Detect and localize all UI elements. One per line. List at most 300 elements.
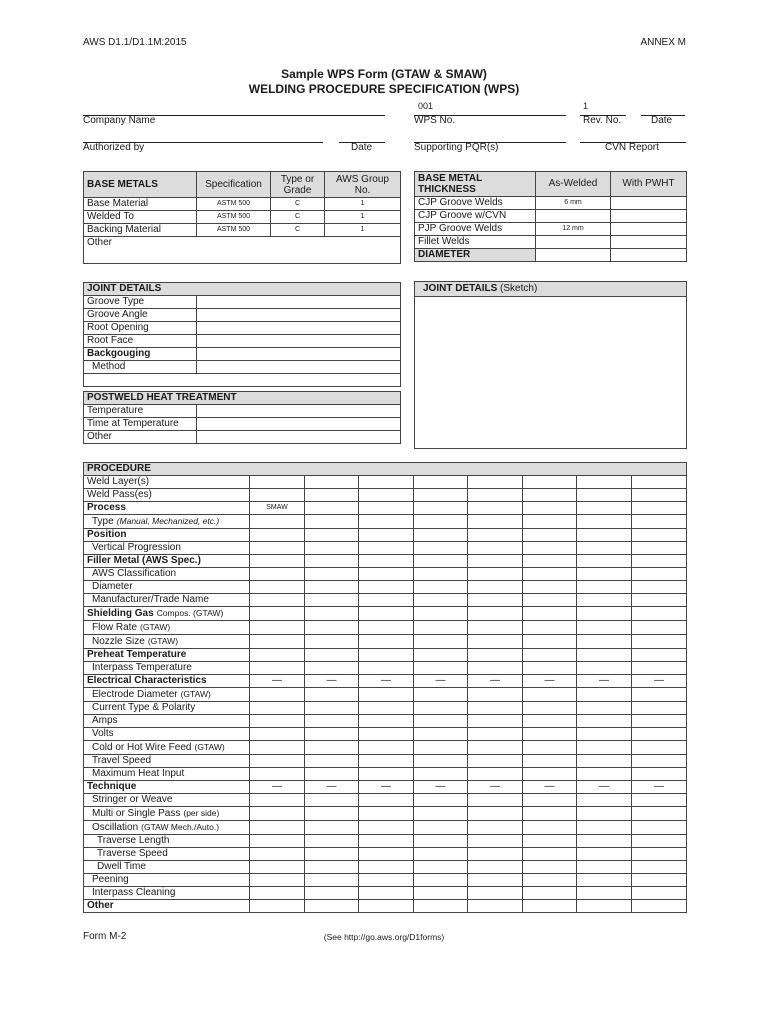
procedure-value-cell[interactable] <box>250 515 305 529</box>
procedure-value-cell[interactable] <box>250 887 305 900</box>
procedure-value-cell[interactable] <box>414 635 468 649</box>
procedure-value-cell[interactable] <box>359 887 414 900</box>
procedure-value-cell[interactable] <box>523 635 577 649</box>
procedure-value-cell[interactable] <box>577 649 632 662</box>
procedure-row-label <box>84 502 250 515</box>
procedure-value-cell[interactable] <box>305 621 359 635</box>
procedure-value-cell[interactable] <box>523 835 577 848</box>
backing-material-group[interactable]: 1 <box>325 224 401 237</box>
procedure-value-cell[interactable] <box>359 861 414 874</box>
procedure-value-cell[interactable] <box>305 702 359 715</box>
procedure-value-cell[interactable] <box>359 529 414 542</box>
procedure-value-cell[interactable] <box>523 794 577 807</box>
procedure-value-cell[interactable] <box>632 848 687 861</box>
backing-material-grade[interactable]: C <box>271 224 325 237</box>
procedure-value-cell[interactable] <box>523 476 577 489</box>
procedure-value-cell[interactable] <box>414 542 468 555</box>
procedure-value-cell[interactable] <box>577 887 632 900</box>
procedure-value-cell[interactable] <box>359 621 414 635</box>
procedure-value-cell[interactable] <box>577 874 632 887</box>
procedure-value-cell[interactable] <box>523 807 577 821</box>
cjp-groove-pwht[interactable] <box>611 197 687 210</box>
procedure-value-cell[interactable] <box>305 529 359 542</box>
procedure-value-cell[interactable] <box>414 794 468 807</box>
procedure-value-cell[interactable] <box>523 621 577 635</box>
procedure-value-cell[interactable] <box>632 568 687 581</box>
backing-material-spec[interactable]: ASTM 500 <box>197 224 271 237</box>
procedure-value-cell[interactable] <box>305 887 359 900</box>
procedure-value-cell[interactable]: — <box>632 781 687 794</box>
root-face-value[interactable] <box>197 335 401 348</box>
procedure-value-cell[interactable] <box>468 702 523 715</box>
procedure-value-cell[interactable] <box>250 489 305 502</box>
procedure-value-cell[interactable] <box>523 874 577 887</box>
procedure-value-cell[interactable] <box>305 715 359 728</box>
time-at-temp-value[interactable] <box>197 418 401 431</box>
procedure-value-cell[interactable] <box>468 821 523 835</box>
procedure-value-cell[interactable] <box>632 489 687 502</box>
procedure-value-cell[interactable] <box>632 728 687 741</box>
procedure-value-cell[interactable] <box>523 555 577 568</box>
procedure-value-cell[interactable] <box>414 515 468 529</box>
procedure-value-cell[interactable]: — <box>305 675 359 688</box>
procedure-value-cell[interactable] <box>305 794 359 807</box>
procedure-value-cell[interactable] <box>632 594 687 607</box>
procedure-value-cell[interactable] <box>523 581 577 594</box>
procedure-value-cell[interactable] <box>305 515 359 529</box>
procedure-value-cell[interactable] <box>359 662 414 675</box>
procedure-value-cell[interactable] <box>250 835 305 848</box>
procedure-value-cell[interactable] <box>632 715 687 728</box>
procedure-value-cell[interactable] <box>359 542 414 555</box>
procedure-value-cell[interactable] <box>414 861 468 874</box>
procedure-value-cell[interactable] <box>632 529 687 542</box>
procedure-value-cell[interactable] <box>250 874 305 887</box>
cjp-cvn-pwht[interactable] <box>611 210 687 223</box>
procedure-value-cell[interactable] <box>523 728 577 741</box>
procedure-value-cell[interactable] <box>359 821 414 835</box>
procedure-value-cell[interactable] <box>468 581 523 594</box>
procedure-value-cell[interactable] <box>523 515 577 529</box>
procedure-value-cell[interactable] <box>414 555 468 568</box>
procedure-value-cell[interactable] <box>414 728 468 741</box>
procedure-value-cell[interactable] <box>577 821 632 835</box>
procedure-value-cell[interactable] <box>414 529 468 542</box>
procedure-value-cell[interactable] <box>632 900 687 913</box>
procedure-value-cell[interactable] <box>577 702 632 715</box>
root-opening-value[interactable] <box>197 322 401 335</box>
procedure-value-cell[interactable] <box>359 794 414 807</box>
procedure-label-note: Compos. (GTAW) <box>156 608 224 618</box>
cjp-groove-as-welded[interactable]: 6 mm <box>536 197 611 210</box>
procedure-value-cell[interactable] <box>359 755 414 768</box>
procedure-value-cell[interactable] <box>468 874 523 887</box>
procedure-value-cell[interactable] <box>577 502 632 515</box>
procedure-value-cell[interactable] <box>577 476 632 489</box>
base-material-group[interactable]: 1 <box>325 198 401 211</box>
procedure-value-cell[interactable] <box>250 662 305 675</box>
procedure-value-cell[interactable] <box>468 768 523 781</box>
procedure-value-cell[interactable] <box>577 555 632 568</box>
procedure-value-cell[interactable] <box>577 794 632 807</box>
procedure-value-cell[interactable] <box>414 768 468 781</box>
diameter-as-welded[interactable] <box>536 249 611 262</box>
procedure-value-cell[interactable] <box>250 607 305 621</box>
procedure-value-cell[interactable] <box>523 887 577 900</box>
procedure-value-cell[interactable] <box>468 688 523 702</box>
procedure-value-cell[interactable] <box>359 728 414 741</box>
procedure-value-cell[interactable]: — <box>305 781 359 794</box>
procedure-value-cell[interactable] <box>250 807 305 821</box>
procedure-value-cell[interactable] <box>468 861 523 874</box>
procedure-value-cell[interactable] <box>523 821 577 835</box>
procedure-value-cell[interactable] <box>468 594 523 607</box>
procedure-value-cell[interactable] <box>632 768 687 781</box>
procedure-value-cell[interactable] <box>632 649 687 662</box>
procedure-value-cell[interactable] <box>305 489 359 502</box>
procedure-value-cell[interactable]: — <box>250 675 305 688</box>
method-value[interactable] <box>197 361 401 374</box>
procedure-value-cell[interactable] <box>305 835 359 848</box>
procedure-value-cell[interactable] <box>523 861 577 874</box>
procedure-value-cell[interactable] <box>305 594 359 607</box>
procedure-value-cell[interactable] <box>250 568 305 581</box>
procedure-value-cell[interactable]: — <box>359 675 414 688</box>
procedure-value-cell[interactable] <box>632 607 687 621</box>
base-material-grade[interactable]: C <box>271 198 325 211</box>
procedure-value-cell[interactable] <box>577 635 632 649</box>
procedure-value-cell[interactable] <box>250 794 305 807</box>
fillet-welds-pwht[interactable] <box>611 236 687 249</box>
procedure-value-cell[interactable] <box>468 741 523 755</box>
procedure-value-cell[interactable] <box>305 542 359 555</box>
procedure-value-cell[interactable] <box>632 635 687 649</box>
procedure-value-cell[interactable] <box>250 755 305 768</box>
procedure-value-cell[interactable]: SMAW <box>250 502 305 515</box>
procedure-value-cell[interactable] <box>250 594 305 607</box>
procedure-value-cell[interactable] <box>305 568 359 581</box>
procedure-value-cell[interactable] <box>577 861 632 874</box>
procedure-value-cell[interactable] <box>577 768 632 781</box>
procedure-value-cell[interactable] <box>359 688 414 702</box>
procedure-value-cell[interactable] <box>414 489 468 502</box>
procedure-value-cell[interactable] <box>414 702 468 715</box>
procedure-value-cell[interactable] <box>523 768 577 781</box>
procedure-value-cell[interactable] <box>523 741 577 755</box>
procedure-value-cell[interactable] <box>523 900 577 913</box>
procedure-value-cell[interactable] <box>577 835 632 848</box>
procedure-value-cell[interactable] <box>305 848 359 861</box>
procedure-value-cell[interactable] <box>468 515 523 529</box>
procedure-value-cell[interactable]: — <box>359 781 414 794</box>
procedure-value-cell[interactable]: — <box>250 781 305 794</box>
procedure-value-cell[interactable] <box>359 476 414 489</box>
procedure-value-cell[interactable] <box>468 887 523 900</box>
procedure-value-cell[interactable] <box>632 807 687 821</box>
procedure-value-cell[interactable] <box>305 861 359 874</box>
procedure-value-cell[interactable] <box>632 476 687 489</box>
procedure-value-cell[interactable] <box>305 635 359 649</box>
welded-to-spec[interactable]: ASTM 500 <box>197 211 271 224</box>
procedure-value-cell[interactable] <box>577 542 632 555</box>
diameter-label: DIAMETER <box>415 249 536 262</box>
base-material-spec[interactable]: ASTM 500 <box>197 198 271 211</box>
procedure-value-cell[interactable] <box>468 755 523 768</box>
procedure-value-cell[interactable] <box>577 900 632 913</box>
procedure-value-cell[interactable] <box>577 581 632 594</box>
procedure-value-cell[interactable] <box>632 794 687 807</box>
procedure-value-cell[interactable] <box>305 581 359 594</box>
procedure-value-cell[interactable] <box>250 542 305 555</box>
procedure-value-cell[interactable]: — <box>414 675 468 688</box>
procedure-value-cell[interactable] <box>305 728 359 741</box>
procedure-value-cell[interactable] <box>250 688 305 702</box>
procedure-value-cell[interactable] <box>468 555 523 568</box>
procedure-value-cell[interactable] <box>468 621 523 635</box>
procedure-value-cell[interactable] <box>359 848 414 861</box>
procedure-value-cell[interactable] <box>577 848 632 861</box>
procedure-value-cell[interactable] <box>523 715 577 728</box>
procedure-value-cell[interactable] <box>414 607 468 621</box>
pwht-other-value[interactable] <box>197 431 401 444</box>
procedure-value-cell[interactable] <box>468 715 523 728</box>
procedure-value-cell[interactable] <box>468 835 523 848</box>
procedure-value-cell[interactable] <box>359 581 414 594</box>
procedure-value-cell[interactable] <box>305 807 359 821</box>
procedure-value-cell[interactable] <box>632 821 687 835</box>
procedure-value-cell[interactable] <box>468 529 523 542</box>
procedure-value-cell[interactable] <box>359 568 414 581</box>
procedure-value-cell[interactable] <box>359 649 414 662</box>
procedure-value-cell[interactable] <box>523 568 577 581</box>
procedure-value-cell[interactable] <box>632 621 687 635</box>
procedure-value-cell[interactable] <box>414 755 468 768</box>
groove-angle-label: Groove Angle <box>84 309 197 322</box>
procedure-value-cell[interactable] <box>632 741 687 755</box>
procedure-value-cell[interactable] <box>523 489 577 502</box>
procedure-value-cell[interactable] <box>250 581 305 594</box>
procedure-value-cell[interactable] <box>359 835 414 848</box>
procedure-value-cell[interactable] <box>577 741 632 755</box>
procedure-value-cell[interactable] <box>632 702 687 715</box>
procedure-value-cell[interactable] <box>305 900 359 913</box>
procedure-value-cell[interactable] <box>632 662 687 675</box>
procedure-value-cell[interactable] <box>632 688 687 702</box>
procedure-value-cell[interactable] <box>414 715 468 728</box>
procedure-value-cell[interactable] <box>577 607 632 621</box>
procedure-value-cell[interactable] <box>523 607 577 621</box>
procedure-value-cell[interactable] <box>305 649 359 662</box>
fillet-welds-as-welded[interactable] <box>536 236 611 249</box>
procedure-value-cell[interactable] <box>468 807 523 821</box>
procedure-value-cell[interactable] <box>523 848 577 861</box>
procedure-value-cell[interactable] <box>305 688 359 702</box>
procedure-value-cell[interactable] <box>468 568 523 581</box>
procedure-value-cell[interactable] <box>250 741 305 755</box>
procedure-value-cell[interactable] <box>414 741 468 755</box>
procedure-row-label <box>84 675 250 688</box>
procedure-value-cell[interactable] <box>359 515 414 529</box>
procedure-value-cell[interactable] <box>305 476 359 489</box>
procedure-value-cell[interactable] <box>305 741 359 755</box>
procedure-value-cell[interactable] <box>305 607 359 621</box>
welded-to-group[interactable]: 1 <box>325 211 401 224</box>
groove-type-value[interactable] <box>197 296 401 309</box>
procedure-value-cell[interactable] <box>250 635 305 649</box>
procedure-value-cell[interactable] <box>305 768 359 781</box>
procedure-value-cell[interactable] <box>577 807 632 821</box>
procedure-value-cell[interactable] <box>468 476 523 489</box>
procedure-value-cell[interactable] <box>359 768 414 781</box>
procedure-value-cell[interactable] <box>414 688 468 702</box>
procedure-value-cell[interactable] <box>305 874 359 887</box>
procedure-value-cell[interactable] <box>468 649 523 662</box>
procedure-value-cell[interactable] <box>523 529 577 542</box>
procedure-value-cell[interactable] <box>414 887 468 900</box>
procedure-value-cell[interactable] <box>468 607 523 621</box>
procedure-value-cell[interactable] <box>632 502 687 515</box>
procedure-value-cell[interactable] <box>577 755 632 768</box>
procedure-value-cell[interactable] <box>359 635 414 649</box>
backgouging-value[interactable] <box>197 348 401 361</box>
procedure-value-cell[interactable] <box>359 489 414 502</box>
procedure-value-cell[interactable] <box>632 861 687 874</box>
procedure-value-cell[interactable] <box>523 688 577 702</box>
procedure-value-cell[interactable] <box>577 489 632 502</box>
procedure-value-cell[interactable] <box>632 835 687 848</box>
pjp-groove-pwht[interactable] <box>611 223 687 236</box>
procedure-value-cell[interactable] <box>305 502 359 515</box>
procedure-value-cell[interactable] <box>359 900 414 913</box>
procedure-value-cell[interactable] <box>632 887 687 900</box>
welded-to-grade[interactable]: C <box>271 211 325 224</box>
procedure-row <box>84 821 687 835</box>
other-base-metal-label[interactable]: Other <box>84 237 401 264</box>
procedure-value-cell[interactable] <box>468 900 523 913</box>
procedure-value-cell[interactable] <box>577 568 632 581</box>
procedure-value-cell[interactable] <box>468 662 523 675</box>
procedure-value-cell[interactable]: — <box>414 781 468 794</box>
procedure-value-cell[interactable] <box>414 821 468 835</box>
procedure-value-cell[interactable] <box>523 502 577 515</box>
procedure-value-cell[interactable]: — <box>523 781 577 794</box>
procedure-value-cell[interactable] <box>250 649 305 662</box>
procedure-value-cell[interactable] <box>250 768 305 781</box>
procedure-value-cell[interactable] <box>250 555 305 568</box>
procedure-value-cell[interactable] <box>577 515 632 529</box>
procedure-value-cell[interactable] <box>359 607 414 621</box>
procedure-value-cell[interactable]: — <box>632 675 687 688</box>
procedure-value-cell[interactable] <box>468 489 523 502</box>
procedure-value-cell[interactable] <box>632 555 687 568</box>
procedure-value-cell[interactable] <box>250 728 305 741</box>
procedure-value-cell[interactable] <box>250 621 305 635</box>
procedure-value-cell[interactable] <box>414 807 468 821</box>
procedure-value-cell[interactable] <box>468 848 523 861</box>
procedure-value-cell[interactable] <box>359 715 414 728</box>
procedure-value-cell[interactable] <box>577 662 632 675</box>
procedure-value-cell[interactable] <box>414 476 468 489</box>
pwht-temperature-value[interactable] <box>197 405 401 418</box>
procedure-value-cell[interactable] <box>359 555 414 568</box>
procedure-value-cell[interactable] <box>468 728 523 741</box>
procedure-value-cell[interactable]: — <box>468 781 523 794</box>
procedure-value-cell[interactable] <box>577 715 632 728</box>
groove-angle-value[interactable] <box>197 309 401 322</box>
procedure-value-cell[interactable] <box>632 874 687 887</box>
procedure-value-cell[interactable] <box>577 621 632 635</box>
procedure-value-cell[interactable] <box>359 874 414 887</box>
procedure-value-cell[interactable] <box>414 835 468 848</box>
procedure-value-cell[interactable]: — <box>468 675 523 688</box>
procedure-value-cell[interactable] <box>468 542 523 555</box>
procedure-value-cell[interactable] <box>632 755 687 768</box>
procedure-value-cell[interactable] <box>305 755 359 768</box>
procedure-value-cell[interactable] <box>523 755 577 768</box>
procedure-value-cell[interactable] <box>250 702 305 715</box>
procedure-value-cell[interactable] <box>414 649 468 662</box>
procedure-value-cell[interactable] <box>632 515 687 529</box>
procedure-value-cell[interactable] <box>250 861 305 874</box>
procedure-value-cell[interactable] <box>250 476 305 489</box>
procedure-value-cell[interactable] <box>577 529 632 542</box>
procedure-value-cell[interactable] <box>305 821 359 835</box>
procedure-value-cell[interactable] <box>414 874 468 887</box>
procedure-value-cell[interactable] <box>523 662 577 675</box>
procedure-value-cell[interactable] <box>250 715 305 728</box>
procedure-value-cell[interactable] <box>359 702 414 715</box>
procedure-value-cell[interactable] <box>523 542 577 555</box>
procedure-value-cell[interactable] <box>414 662 468 675</box>
procedure-value-cell[interactable] <box>250 848 305 861</box>
procedure-value-cell[interactable]: — <box>523 675 577 688</box>
procedure-value-cell[interactable] <box>359 741 414 755</box>
procedure-value-cell[interactable] <box>305 555 359 568</box>
procedure-value-cell[interactable]: — <box>577 781 632 794</box>
joint-sketch-box[interactable] <box>414 281 687 449</box>
procedure-value-cell[interactable] <box>359 807 414 821</box>
procedure-value-cell[interactable] <box>414 594 468 607</box>
procedure-value-cell[interactable] <box>523 702 577 715</box>
procedure-value-cell[interactable] <box>577 728 632 741</box>
procedure-value-cell[interactable] <box>250 900 305 913</box>
procedure-value-cell[interactable] <box>414 621 468 635</box>
procedure-value-cell[interactable] <box>523 649 577 662</box>
procedure-value-cell[interactable] <box>414 848 468 861</box>
procedure-value-cell[interactable] <box>468 502 523 515</box>
procedure-value-cell[interactable] <box>468 635 523 649</box>
procedure-value-cell[interactable] <box>359 594 414 607</box>
procedure-value-cell[interactable] <box>359 502 414 515</box>
procedure-value-cell[interactable] <box>468 794 523 807</box>
procedure-value-cell[interactable] <box>414 900 468 913</box>
pjp-groove-as-welded[interactable]: 12 mm <box>536 223 611 236</box>
procedure-value-cell[interactable]: — <box>577 675 632 688</box>
procedure-value-cell[interactable] <box>305 662 359 675</box>
procedure-value-cell[interactable] <box>414 502 468 515</box>
procedure-value-cell[interactable] <box>632 542 687 555</box>
procedure-value-cell[interactable] <box>577 594 632 607</box>
diameter-pwht[interactable] <box>611 249 687 262</box>
cjp-cvn-as-welded[interactable] <box>536 210 611 223</box>
procedure-value-cell[interactable] <box>414 568 468 581</box>
procedure-value-cell[interactable] <box>250 821 305 835</box>
procedure-value-cell[interactable] <box>523 594 577 607</box>
procedure-value-cell[interactable] <box>414 581 468 594</box>
procedure-value-cell[interactable] <box>632 581 687 594</box>
procedure-value-cell[interactable] <box>577 688 632 702</box>
procedure-value-cell[interactable] <box>250 529 305 542</box>
